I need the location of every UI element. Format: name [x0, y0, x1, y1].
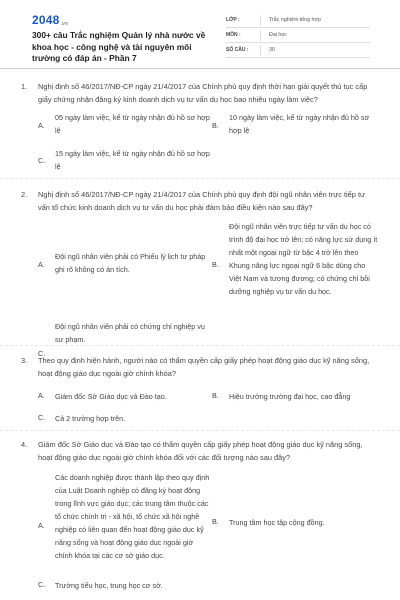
- meta-value: Trắc nghiệm tổng hợp: [260, 15, 321, 26]
- option-letter[interactable]: A.: [38, 391, 45, 400]
- option-text[interactable]: 10 ngày làm việc, kể từ ngày nhận đủ hồ sơ hợp lệ: [229, 113, 370, 135]
- option-text[interactable]: Cả 2 trường hợp trên.: [55, 414, 126, 423]
- option-letter[interactable]: A.: [38, 121, 45, 130]
- logo-suffix: .vn: [60, 21, 69, 27]
- option-text[interactable]: Đội ngũ nhân viên trực tiếp tư vấn du học có trình độ đại học trở lên; có năng lực sử dụng ít nhất một ngoại ngữ từ bậc 4 trở lên theo Khung năng lực ngoại ngữ 6 bậc dùng cho Việt Nam và tương đương; có chứng chỉ bồi dưỡng nghiệp vụ tư vấn du học.: [229, 222, 378, 296]
- question-number: 3.: [21, 356, 28, 365]
- option-letter[interactable]: A.: [38, 521, 45, 530]
- logo-text: 2048: [32, 13, 60, 27]
- option-text[interactable]: 05 ngày làm việc, kể từ ngày nhận đủ hồ sơ hợp lệ: [55, 113, 210, 135]
- option-text[interactable]: 15 ngày làm việc, kể từ ngày nhận đủ hồ sơ hợp lệ: [55, 149, 210, 171]
- option-text[interactable]: Các doanh nghiệp được thành lập theo quy định của Luật Doanh nghiệp có đăng ký hoạt động trong lĩnh vực giáo dục; các trung tâm thuộc các tổ chức chính trị - xã hội, tổ chức xã hội nghề nghiệp có liên quan đến hoạt động giáo dục kỹ năng sống và hoạt động giáo dục ngoài giờ chính khóa tại các cơ sở giáo dục.: [55, 473, 210, 560]
- option-letter[interactable]: B.: [212, 517, 219, 526]
- option-text[interactable]: Giám đốc Sở Giáo dục và Đào tạo.: [55, 392, 167, 401]
- option-letter[interactable]: C.: [38, 349, 46, 358]
- option-text[interactable]: Hiệu trưởng trường đại học, cao đẳng: [229, 392, 351, 401]
- question-text: Nghị định số 46/2017/NĐ-CP ngày 21/4/2017 của Chính phủ quy định thời hạn giải quyết thủ tục cấp giấy chứng nhận đăng ký kinh doanh dịch vụ tư vấn du học bao nhiêu ngày làm việc?: [38, 82, 368, 105]
- option-letter[interactable]: C.: [38, 413, 46, 422]
- meta-value: Đại học: [260, 30, 287, 41]
- page-title: 300+ câu Trắc nghiệm Quản lý nhà nước về khoa học - công nghệ và tài nguyên môi trường có đáp án - Phần 7: [32, 30, 206, 64]
- question-number: 2.: [21, 190, 28, 199]
- question-text: Nghị định số 46/2017/NĐ-CP ngày 21/4/2017 của Chính phủ quy định đội ngũ nhân viên trực tiếp tư vấn tổ chức kinh doanh dịch vụ tư vấn du học phải đảm bảo điều kiện nào sau đây?: [38, 190, 365, 213]
- question-divider: [0, 430, 400, 431]
- option-letter[interactable]: B.: [212, 121, 219, 130]
- meta-label: MÔN :: [226, 32, 241, 38]
- question-text: Giám đốc Sở Giáo dục và Đào tạo có thẩm quyền cấp giấy phép hoạt động giáo dục kỹ năng sống, hoạt động giáo dục ngoài giờ chính khóa đối với các đối tượng nào sau đây?: [38, 440, 363, 463]
- option-text[interactable]: Trường tiểu học, trung học cơ sở.: [55, 581, 163, 590]
- question-number: 4.: [21, 440, 28, 449]
- option-letter[interactable]: A.: [38, 260, 45, 269]
- meta-row-subject: [226, 28, 370, 43]
- meta-row-class: [226, 13, 370, 28]
- question-divider: [0, 345, 400, 346]
- page-header: [0, 0, 400, 66]
- meta-label: LỚP :: [226, 17, 240, 23]
- option-letter[interactable]: B.: [212, 391, 219, 400]
- site-logo[interactable]: [32, 13, 68, 27]
- option-letter[interactable]: C.: [38, 580, 46, 589]
- meta-value: 30: [260, 45, 275, 56]
- option-text[interactable]: Đội ngũ nhân viên phải có chứng chỉ nghiệp vụ sư phạm.: [55, 322, 205, 344]
- option-letter[interactable]: C.: [38, 156, 46, 165]
- option-letter[interactable]: B.: [212, 260, 219, 269]
- header-divider: [0, 68, 400, 69]
- question-text: Theo quy định hiện hành, người nào có thẩm quyền cấp giấy phép hoạt động giáo dục kỹ năng sống, hoạt động giáo dục ngoài giờ chính khóa?: [38, 356, 370, 379]
- question-divider: [0, 178, 400, 179]
- question-number: 1.: [21, 82, 28, 91]
- meta-row-count: [226, 43, 370, 58]
- meta-table: [226, 13, 370, 58]
- option-text[interactable]: Trung tâm học tập cộng đồng.: [229, 518, 325, 527]
- option-text[interactable]: Đội ngũ nhân viên phải có Phiếu lý lịch tư pháp ghi rõ không có án tích.: [55, 252, 206, 274]
- meta-label: SỐ CÂU :: [226, 47, 249, 53]
